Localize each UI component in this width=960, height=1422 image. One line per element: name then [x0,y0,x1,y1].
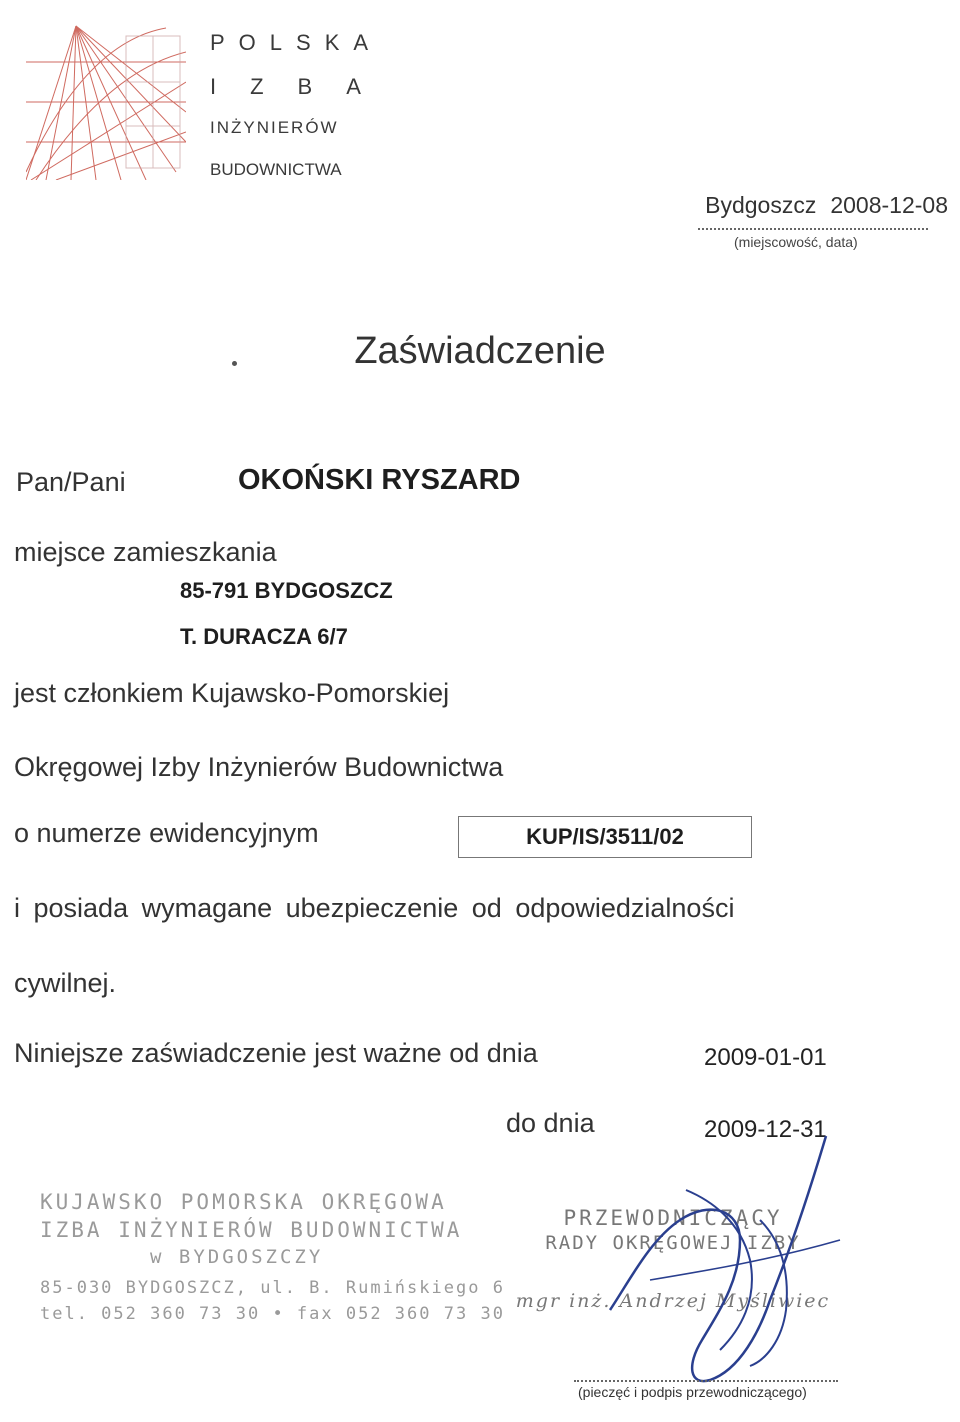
place-date-caption: (miejscowość, data) [734,234,858,250]
person-name: OKOŃSKI RYSZARD [238,464,521,496]
stamp-left-line-3: w BYDGOSZCZY [150,1246,324,1268]
logo-text-inzynierow: INŻYNIERÓW [210,118,339,137]
person-label: Pan/Pani [16,467,126,497]
insurance-line-1: i posiada wymagane ubezpieczenie od odpowiedzialności [14,893,735,923]
place-date-underline [698,228,928,230]
stamp-left-line-5: tel. 052 360 73 30 • fax 052 360 73 30 [40,1304,505,1324]
signature-underline [574,1380,838,1382]
chamber-stamp [40,1190,505,1324]
stamp-right-line-2: RADY OKRĘGOWEJ IZBY [545,1232,801,1254]
membership-line-1: jest członkiem Kujawsko-Pomorskiej [14,678,450,708]
logo-graphic [26,22,186,180]
logo-text-polska: POLSKA [210,30,383,55]
registration-label: o numerze ewidencyjnym [14,818,319,848]
validity-to-date: 2009-12-31 [704,1116,827,1143]
validity-to-label: do dnia [506,1108,595,1138]
stamp-left-line-4: 85-030 BYDGOSZCZ, ul. B. Rumińskiego 6 [40,1278,505,1298]
signature-caption: (pieczęć i podpis przewodniczącego) [578,1384,807,1400]
stamp-left-line-2: IZBA INŻYNIERÓW BUDOWNICTWA [40,1218,463,1242]
address-line-1: 85-791 BYDGOSZCZ [180,578,393,603]
stamp-left-line-1: KUJAWSKO POMORSKA OKRĘGOWA [40,1190,447,1214]
place-date [705,192,948,219]
registration-number: KUP/IS/3511/02 [526,824,684,849]
membership-line-2: Okręgowej Izby Inżynierów Budownictwa [14,752,504,782]
address-line-2: T. DURACZA 6/7 [180,624,348,649]
signature-icon [590,1130,850,1390]
issue-date: 2008-12-08 [830,192,948,218]
registration-number-box [458,816,752,858]
validity-from-date: 2009-01-01 [704,1044,827,1071]
residence-label: miejsce zamieszkania [14,537,277,567]
place: Bydgoszcz [705,192,817,218]
insurance-line-2: cywilnej. [14,968,117,998]
stamp-right-line-1: PRZEWODNICZĄCY [563,1206,783,1230]
validity-from-label: Niniejsze zaświadczenie jest ważne od dnia [14,1038,538,1068]
stamp-right-line-3: mgr inż. Andrzej Myśliwiec [515,1290,831,1312]
logo-text-izba: IZBA [210,74,395,99]
logo-text-budownictwa: BUDOWNICTWA [210,160,342,179]
document-title: Zaświadczenie [354,330,606,372]
